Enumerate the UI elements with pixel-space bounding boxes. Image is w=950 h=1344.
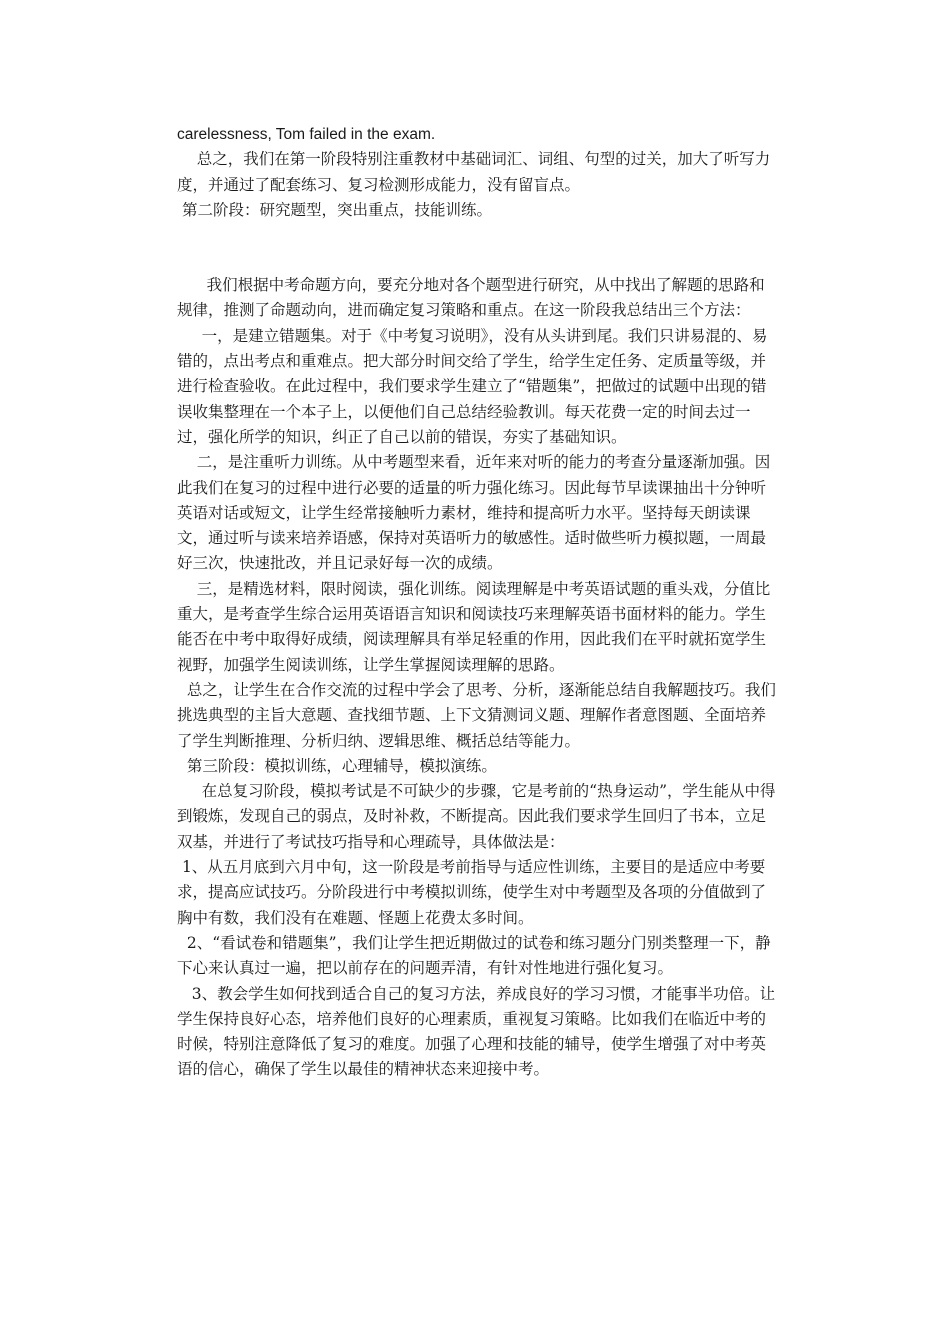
stage-two-summary: 总之，让学生在合作交流的过程中学会了思考、分析，逐渐能总结自我解题技巧。我们挑选典型的主旨大意题、查找细节题、上下文猜测词义题、理解作者意图题、全面培养了学生判断推理、分析归纳、逻辑思维、概括总结等能力。	[177, 680, 776, 750]
stage-two-intro: 我们根据中考命题方向，要充分地对各个题型进行研究，从中找出了解题的思路和规律，推测了命题动向，进而确定复习策略和重点。在这一阶段我总结出三个方法：	[177, 276, 765, 320]
stage-one-summary: 总之，我们在第一阶段特别注重教材中基础词汇、词组、句型的过关，加大了听写力度，并通过了配套练习、复习检测形成能力，没有留盲点。	[177, 150, 771, 194]
english-sentence: carelessness, Tom failed in the exam.	[177, 126, 436, 143]
paragraph-gap	[177, 223, 777, 273]
stage-three-intro: 在总复习阶段，模拟考试是不可缺少的步骤，它是考前的“热身运动”，学生能从中得到锻炼，发现自己的弱点，及时补救，不断提高。因此我们要求学生回归了书本，立足双基，并进行了考试技巧指导和心理疏导，具体做法是：	[177, 782, 776, 851]
stage-three-heading: 第三阶段：模拟训练，心理辅导，模拟演练。	[177, 756, 497, 775]
document-body	[177, 122, 777, 1083]
practice-item-1: 1、从五月底到六月中旬，这一阶段是考前指导与适应性训练，主要目的是适应中考要求，提高应试技巧。分阶段进行中考模拟训练，使学生对中考题型及各项的分值做到了胸中有数，我们没有在难题、怪题上花费太多时间。	[177, 858, 767, 927]
method-three-paragraph: 三，是精选材料，限时阅读，强化训练。阅读理解是中考英语试题的重头戏，分值比重大，是考查学生综合运用英语语言知识和阅读技巧来理解英语书面材料的能力。学生能否在中考中取得好成绩，阅读理解具有举足轻重的作用，因此我们在平时就拓宽学生视野，加强学生阅读训练，让学生掌握阅读理解的思路。	[177, 579, 771, 674]
method-one-paragraph: 一，是建立错题集。对于《中考复习说明》，没有从头讲到尾。我们只讲易混的、易错的，点出考点和重难点。把大部分时间交给了学生，给学生定任务、定质量等级，并进行检查验收。在此过程中，我们要求学生建立了“错题集”，把做过的试题中出现的错误收集整理在一个本子上，以便他们自己总结经验教训。每天花费一定的时间去过一过，强化所学的知识，纠正了自己以前的错误，夯实了基础知识。	[177, 326, 768, 446]
stage-two-heading: 第二阶段：研究题型，突出重点，技能训练。	[177, 200, 492, 219]
practice-item-3: 3、教会学生如何找到适合自己的复习方法，养成良好的学习习惯，才能事半功倍。让学生保持良好心态，培养他们良好的心理素质，重视复习策略。比如我们在临近中考的时候，特别注意降低了复习的难度。加强了心理和技能的辅导，使学生增强了对中考英语的信心，确保了学生以最佳的精神状态来迎接中考。	[177, 984, 776, 1079]
practice-item-2: 2、“看试卷和错题集”，我们让学生把近期做过的试卷和练习题分门别类整理一下，静下心来认真过一遍，把以前存在的问题弄清，有针对性地进行强化复习。	[177, 933, 771, 978]
method-two-paragraph: 二，是注重听力训练。从中考题型来看，近年来对听的能力的考查分量逐渐加强。因此我们在复习的过程中进行必要的适量的听力强化练习。因此每节早读课抽出十分钟听英语对话或短文，让学生经常接触听力素材，维持和提高听力水平。坚持每天朗读课文，通过听与读来培养语感，保持对英语听力的敏感性。适时做些听力模拟题，一周最好三次，快速批改，并且记录好每一次的成绩。	[177, 453, 771, 573]
